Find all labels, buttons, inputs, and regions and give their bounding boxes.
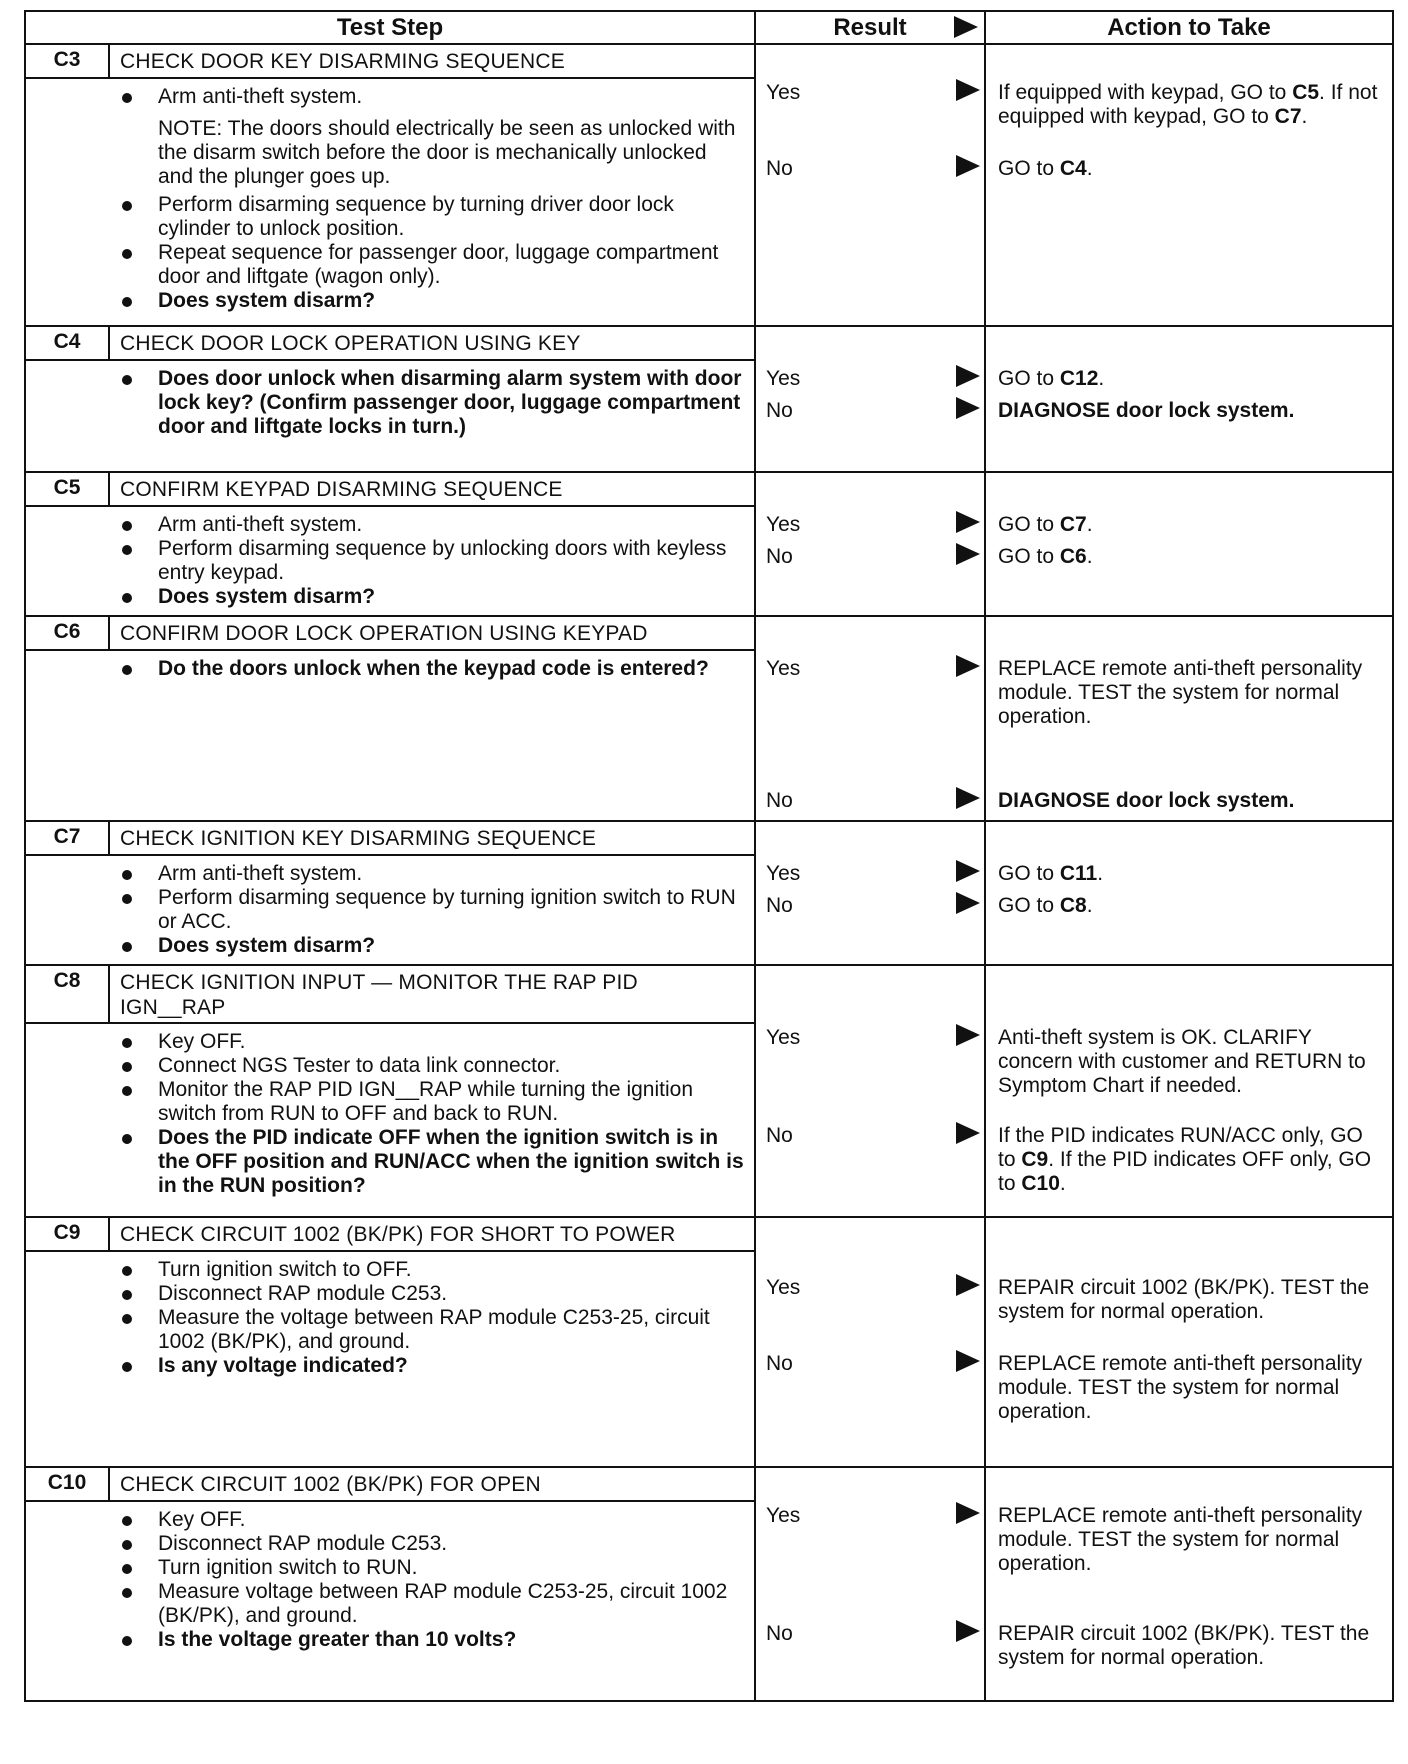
result-yes: Yes [766,862,801,885]
list-item: Disconnect RAP module C253. [26,1282,744,1306]
result-no: No [766,1124,793,1147]
list-item-question: Does door unlock when disarming alarm system with door lock key? (Confirm passenger door, luggage compartment door and liftgate locks in turn.) [26,367,744,439]
result-cell [755,821,985,965]
table-header-row [25,11,1393,44]
step-reference: C9 [1021,1148,1049,1171]
header-result-label: Result [833,13,907,41]
action-no: DIAGNOSE door lock system. [998,399,1295,422]
result-yes: Yes [766,367,801,390]
step-id: C4 [26,327,110,359]
step-row-c4 [25,326,1393,472]
action-text: . [1086,545,1093,568]
list-item-question: Does the PID indicate OFF when the ignition switch is in the OFF position and RUN/ACC when the ignition switch is in the RUN position? [26,1126,744,1198]
arrow-right-icon [954,16,978,38]
test-step-cell [25,1217,755,1467]
result-no: No [766,545,793,568]
test-step-cell [25,965,755,1217]
test-step-cell [25,326,755,472]
action-cell [985,1467,1393,1701]
step-reference: C4 [1059,157,1087,180]
step-id: C7 [26,822,110,854]
result-yes: Yes [766,81,801,104]
result-cell [755,965,985,1217]
step-row-c9 [25,1217,1393,1467]
header-test-step: Test Step [25,11,755,44]
step-reference: C11 [1059,862,1098,885]
list-item: Key OFF. [26,1030,744,1054]
step-id: C8 [26,966,110,1022]
action-no: DIAGNOSE door lock system. [998,789,1295,812]
arrow-right-icon [956,155,980,177]
result-no: No [766,894,793,917]
result-yes: Yes [766,1026,801,1049]
arrow-right-icon [956,1274,980,1296]
list-item: Measure voltage between RAP module C253-25, circuit 1002 (BK/PK), and ground. [26,1580,744,1628]
action-text: GO to [998,157,1060,180]
result-no: No [766,1622,793,1645]
action-text: . [1097,862,1104,885]
arrow-right-icon [956,1620,980,1642]
list-item-question: Does system disarm? [26,289,744,313]
step-title: CHECK IGNITION INPUT — MONITOR THE RAP PID IGN__RAP [120,971,638,1019]
action-cell [985,326,1393,472]
action-no: REPLACE remote anti-theft personality module. TEST the system for normal operation. [998,1352,1363,1423]
arrow-right-icon [956,787,980,809]
action-text: . [1059,1172,1066,1195]
list-item: Arm anti-theft system. [26,513,744,537]
result-yes: Yes [766,1504,801,1527]
step-title: CHECK DOOR LOCK OPERATION USING KEY [120,332,581,355]
result-yes: Yes [766,1276,801,1299]
action-text: GO to [998,545,1060,568]
action-yes: REPAIR circuit 1002 (BK/PK). TEST the system for normal operation. [998,1276,1370,1323]
arrow-right-icon [956,1502,980,1524]
action-cell [985,472,1393,616]
list-item-question: Does system disarm? [26,585,744,609]
result-no: No [766,789,793,812]
arrow-right-icon [956,1122,980,1144]
action-cell [985,965,1393,1217]
header-result [755,11,985,44]
step-id: C6 [26,617,110,649]
action-text: . If not equipped with keypad, GO to [998,81,1378,128]
action-yes: REPLACE remote anti-theft personality module. TEST the system for normal operation. [998,657,1363,728]
result-cell [755,472,985,616]
action-no: REPAIR circuit 1002 (BK/PK). TEST the system for normal operation. [998,1622,1370,1669]
test-step-cell [25,616,755,821]
step-row-c7 [25,821,1393,965]
action-cell [985,821,1393,965]
step-reference: C7 [1059,513,1087,536]
list-item: Turn ignition switch to RUN. [26,1556,744,1580]
action-no [998,157,1384,181]
action-cell [985,1217,1393,1467]
list-item: Connect NGS Tester to data link connector. [26,1054,744,1078]
test-step-cell [25,821,755,965]
list-item: Perform disarming sequence by turning driver door lock cylinder to unlock position. [26,193,744,241]
list-item: Key OFF. [26,1508,744,1532]
list-item-question: Do the doors unlock when the keypad code is entered? [26,657,744,681]
step-reference: C5 [1292,81,1320,104]
step-reference: C7 [1274,105,1302,128]
list-item: Arm anti-theft system. [26,85,744,109]
step-row-c8 [25,965,1393,1217]
action-text: GO to [998,862,1060,885]
result-no: No [766,157,793,180]
result-yes: Yes [766,513,801,536]
test-step-cell [25,1467,755,1701]
result-cell [755,326,985,472]
result-cell [755,1467,985,1701]
arrow-right-icon [956,397,980,419]
action-no [998,545,1384,569]
list-item: Monitor the RAP PID IGN__RAP while turning the ignition switch from RUN to OFF and back to RUN. [26,1078,744,1126]
action-yes: REPLACE remote anti-theft personality module. TEST the system for normal operation. [998,1504,1363,1575]
note-text: NOTE: The doors should electrically be seen as unlocked with the disarm switch before the door is mechanically unlocked and the plunger goes up. [158,117,736,188]
result-cell [755,44,985,326]
action-text: . [1301,105,1308,128]
action-text: If the PID indicates RUN/ACC only, GO to [998,1124,1363,1171]
action-cell [985,44,1393,326]
list-item: Perform disarming sequence by turning ignition switch to RUN or ACC. [26,886,744,934]
step-id: C5 [26,473,110,505]
arrow-right-icon [956,1024,980,1046]
test-step-cell [25,472,755,616]
list-item: Turn ignition switch to OFF. [26,1258,744,1282]
test-step-cell [25,44,755,326]
step-title: CONFIRM DOOR LOCK OPERATION USING KEYPAD [120,622,648,645]
arrow-right-icon [956,892,980,914]
action-text: . [1086,894,1093,917]
step-title: CHECK IGNITION KEY DISARMING SEQUENCE [120,827,597,850]
step-title: CHECK CIRCUIT 1002 (BK/PK) FOR OPEN [120,1473,541,1496]
action-text: . If the PID indicates OFF only, GO to [998,1148,1372,1195]
step-reference: C10 [1021,1172,1060,1195]
diagnostic-table-page [24,10,1392,1702]
result-yes: Yes [766,657,801,680]
action-text: GO to [998,367,1060,390]
list-item-question: Is any voltage indicated? [26,1354,744,1378]
step-reference: C6 [1059,545,1087,568]
action-text: . [1086,157,1093,180]
action-text: . [1086,513,1093,536]
arrow-right-icon [956,79,980,101]
step-row-c10 [25,1467,1393,1701]
step-id: C3 [26,45,110,77]
result-cell [755,1217,985,1467]
list-item: Measure the voltage between RAP module C253-25, circuit 1002 (BK/PK), and ground. [26,1306,744,1354]
action-no [998,1124,1384,1196]
list-item-question: Does system disarm? [26,934,744,958]
action-yes [998,862,1384,886]
step-title: CONFIRM KEYPAD DISARMING SEQUENCE [120,478,563,501]
action-yes: Anti-theft system is OK. CLARIFY concern with customer and RETURN to Symptom Chart if needed. [998,1026,1366,1097]
diagnostic-table [24,10,1394,1702]
step-row-c6 [25,616,1393,821]
arrow-right-icon [956,365,980,387]
action-yes [998,81,1384,129]
action-cell [985,616,1393,821]
arrow-right-icon [956,655,980,677]
list-item: Arm anti-theft system. [26,862,744,886]
step-row-c3 [25,44,1393,326]
list-item: Perform disarming sequence by unlocking doors with keyless entry keypad. [26,537,744,585]
action-yes [998,367,1384,391]
step-title: CHECK DOOR KEY DISARMING SEQUENCE [120,50,565,73]
step-reference: C8 [1059,894,1087,917]
list-item: Disconnect RAP module C253. [26,1532,744,1556]
step-id: C9 [26,1218,110,1250]
action-text: GO to [998,513,1060,536]
result-no: No [766,1352,793,1375]
action-yes [998,513,1384,537]
result-cell [755,616,985,821]
list-item: Repeat sequence for passenger door, luggage compartment door and liftgate (wagon only). [26,241,744,289]
action-no [998,894,1384,918]
arrow-right-icon [956,1350,980,1372]
action-text: GO to [998,894,1060,917]
arrow-right-icon [956,860,980,882]
action-text: . [1098,367,1105,390]
step-title: CHECK CIRCUIT 1002 (BK/PK) FOR SHORT TO POWER [120,1223,676,1246]
result-no: No [766,399,793,422]
header-action: Action to Take [985,11,1393,44]
arrow-right-icon [956,511,980,533]
step-reference: C12 [1059,367,1099,390]
step-id: C10 [26,1468,110,1500]
arrow-right-icon [956,543,980,565]
step-row-c5 [25,472,1393,616]
action-text: If equipped with keypad, GO to [998,81,1293,104]
list-item-question: Is the voltage greater than 10 volts? [26,1628,744,1652]
